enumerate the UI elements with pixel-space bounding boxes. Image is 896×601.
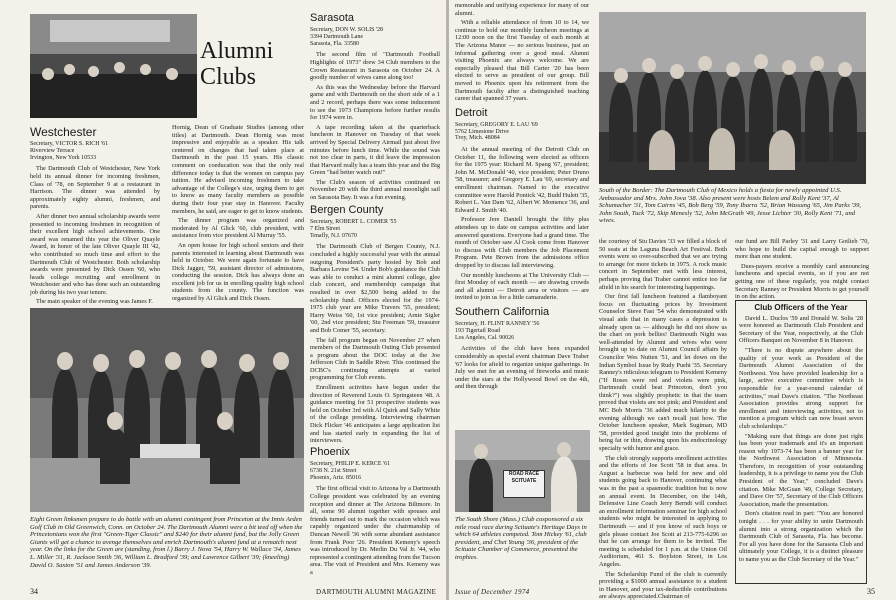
right-page [449, 0, 896, 600]
right-column-3 [735, 238, 869, 301]
golf-team-photo [30, 308, 304, 512]
road-race-photo [455, 430, 590, 512]
detroit-address-1: 5762 Limestone Drive [455, 128, 509, 135]
socal-paragraph: The club strongly supports enrollment activities and the efforts of Joe Scott '58 in that area. In August a barbecue was held for new and old students going back to Hanover, continuing what was in the past a spasmodic tradition but is now an annual event. In December, on the 14th, Defensive Line Coach Jerry Berndt will conduct an enrollment information seminar for high school students who might be interested in applying to Dartmouth — and if you know of such boys or girls please contact Joe Scott at 213-775-6296 so that he can arrange for them to be invited. The meeting is scheduled for 1 p.m. at the Union Oil Auditorium, 461 S. Boylston Street, in Los Angeles. [599, 454, 727, 568]
road-race-sign [503, 470, 545, 498]
magazine-name: DARTMOUTH ALUMNI MAGAZINE [316, 588, 437, 596]
phoenix-address-2: Phoenix, Ariz. 85016 [310, 474, 361, 481]
right-column-1 [455, 2, 589, 391]
right-page-number: 35 [867, 587, 875, 596]
sign-line-1: ROAD RACE [508, 471, 540, 477]
detroit-paragraph: At the annual meeting of the Detroit Club on October 11, the following were elected as officers for the 1975 year: Richard M. Spang '67, president; John M. McDonald '40, vice president; Peter Druno '58, treasurer; and Gregory E. Lau '69, secretary and enrollment chairman. Named to the executive committee were Harold Pontick '42, Budd Hulett '35, Robert L. Van Dam '62, Albert W. Momence '36, and Edward J. Smith '40. [455, 146, 589, 214]
westchester-paragraph: The main speaker of the evening was James F. [36, 298, 153, 306]
sign-line-2: SCITUATE [511, 478, 537, 484]
westchester-secretary: Secretary, VICTOR S. RICH '61 [30, 141, 109, 147]
westchester-heading: Westchester [30, 125, 97, 139]
socal-address-1: 193 Tigertail Road [455, 327, 501, 334]
left-page [0, 0, 447, 600]
westchester-address-1: Riverview Terrace [30, 147, 75, 154]
left-page-number: 34 [30, 587, 38, 596]
detroit-paragraph: Our monthly luncheons at The University Club — first Monday of each month — are drawing crowds and all alumni — Detroit area or visitors — are invited to join us for a little camaraderie. [455, 271, 589, 302]
westchester-paragraph: The Dartmouth Club of Westchester, New York held its annual dinner for incoming freshmen, Class of '78, on September 9 at a restaurant in Harrison. The dinner was attended by approximately eighty alumni, freshmen, and parents. [30, 165, 160, 211]
bergen-address-1: 7 Elm Street [310, 225, 340, 232]
sarasota-address-1: 3394 Dartmouth Lane [310, 33, 363, 40]
sarasota-paragraph: The second film of "Dartmouth Football Highlights of 1973" drew 34 Club members to the Crown Restaurant in Sarasota on October 24. A goodly number of wives came along too! [310, 51, 440, 82]
mexico-caption: South of the Border: The Dartmouth Club of Mexico holds a fiesta for newly appointed U.S. Ambassador and Mrs. John Jova '38. Also present were hosts Belem and Rolly Kent '37, Al Schumacher '31, Tom Cairns '45, Bob Berg '59, Tony Ibarra '52, Brian Wassung '65, Jim Parks '39, John South, Tuck '72, Skip Menesly '52, John McGrath '49, Jesse Lichter '30, Rolly Kent '71, and wives. [599, 187, 862, 225]
westchester-column-2 [172, 124, 304, 303]
socal-paragraph: the courtesy of Stu Davies '33 we filled a block of 50 seats at the Laguna Beach Art Festival. Both events were so over-subscribed that we are trying to arrange for more tickets in 1975. A rock music concert in September met with less interest, perhaps proving that Traber cannot entice too far afield in his search for interesting happenings. [599, 238, 727, 291]
detroit-heading: Detroit [455, 106, 488, 119]
detroit-address-2: Troy, Mich. 48084 [455, 135, 500, 142]
bergen-paragraph: Enrollment activities have begun under the direction of Reverend Louis O. Springsteen '48. A guidance meeting for 51 prospective students was held on October 3rd with Al Quirk and Sally White of the college presiding. Interviewing chairman Dick Flicker '46 anticipates a large application list and has started early in expanding the list of interviewers. [310, 384, 440, 445]
sarasota-paragraph: The Club's season of activities continued on November 20 with the third annual moonlight sail on Sarasota Bay. It was a fun evening. [310, 178, 440, 202]
sarasota-paragraph: As this was the Wednesday before the Harvard game and with Dartmouth on the short side of a 1 and 2 record, perhaps there was some inducement to see the 1973 Champions before further results for 1974 were in. [310, 83, 440, 122]
bergen-secretary: Secretary, ROBERT L. COMER '55 [310, 219, 397, 225]
bergen-paragraph: The Dartmouth Club of Bergen County, N.J. concluded a highly successful year with the annual outgoing President's party hosted by Bob and Barbara Levine '54. Under Bob's guidance the Club was able to conduct a mini alumni college, glee club concert, and membership campaign that resulted in over $2,500 being added to the scholarship fund. Officers elected for the 1974-1975 club year are Mike Travers '55, president; Harry Weiss '60, 1st vice president; Arnie Sigler '60, 2nd vice president; Stu Freeman '59, treasurer and Bob Comer '55, secretary. [310, 243, 440, 334]
westchester-paragraph: Hornig, Dean of Graduate Studies (among other titles) at Dartmouth. Dean Hornig was most impressive and enjoyable as a speaker. His talk centered on changes that had taken place at Dartmouth in the past 15 years. His classic comment on coeducation was that the only real difference today is that the women on campus pay tuition. He advised incoming freshmen to take advantage of the College's size, urging them to get to know as many faculty members as possible during their four year stay in Hanover. Faculty members, he said, are eager to get to know students. [172, 124, 304, 215]
officers-paragraph: David L. Duclos '59 and Donald W. Solis '28 were honored as Dartmouth Club President and Secretary of the Year, respectively, at the Club Officers Banquet on November 8 in Hanover. [739, 314, 863, 345]
detroit-secretary: Secretary, GREGORY E. LAU '69 [455, 121, 538, 128]
phoenix-heading: Phoenix [310, 446, 350, 458]
right-column-2 [599, 238, 727, 601]
officers-paragraph: "Making sure that things are done just right has been your trademark and it's an important reason why 1973-74 has been a banner year for the Northwest Association of Minnesota. Therefore, in recognition of your outstanding leadership, it is a privilege to name you the Club President of the Year," concluded Dave's citation. Mike McGuan '49, College Secretary, and Dave Orr '57, Secretary of the Club Officers Association, made the presentation. [739, 432, 863, 508]
club-officers-title: Club Officers of the Year [754, 303, 848, 312]
socal-paragraph: The Scholarship Fund of the club is currently providing a $1000 annual assistance to a student in Hanover, and your tax-deductible contributions are always appreciated.Chairman of [599, 570, 727, 601]
socal-paragraph: Activities of the club have been expanded considerably as special event chairman Dave Traber '67 looks for afield to organize unique gatherings. In July we met for an evening of fireworks and music under the stars at the Hollywood Bowl on the 4th, and then through [455, 345, 589, 391]
sarasota-address-2: Sarasota, Fla. 33580 [310, 40, 359, 47]
bergen-column [310, 202, 440, 445]
sarasota-paragraph: A tape recording taken at the quarterback luncheon in Hanover on Tuesday of that week arrived by Special Delivery Airmail just about five minutes before lunch time. While the sound was not too clear in parts, it did leave the impression that Harvard really has a team this year and the Big Green "had better watch out!" [310, 123, 440, 177]
sarasota-heading: Sarasota [310, 12, 355, 24]
alumni-clubs-header-photo [30, 14, 197, 118]
bergen-heading: Bergen County [310, 204, 384, 216]
officers-paragraph: Don's citation read in part: "You are honored tonight . . . for your ability to unite Dartmouth alumni into a strong organization which the Dartmouth Club of Sarasota, Fla. has become. For all you have done for the Sarasota Club and ultimately your College, it is a distinct pleasure to name you as the Club Secretary of the Year." [739, 510, 863, 563]
socal-paragraph: Our first fall luncheon featured a flamboyant focus on fluctuating prices by Investment Counselor Steve Fast '54 who demonstrated with visual aids that in many cases a depression is already upon us — although he did not show us the chart on pork bellies! Dartmouth Night was well-attended by Alumni and wives who were brought up to date on Alumni Council affairs by Councilor Wes Nutten '51, and let down on the Indian Symbol Issue by Rudy Pueht '35. Secretary Ranney's ridiculous telegram to President Kemeny ("If Roses were red and violets were pink, Dartmouth could beat Princeton, don't you think?") was slightly prophetic in that the team proved that violets are not pink; and President and MC Bob Morris '36 added much hilarity to the evening although we can't recall just how. The October luncheon speaker, Mark Sugiman, MD '58, provided good insight into the problems of being fat or thin, drawing upon his endocrinology specialty with humor and grace. [599, 293, 727, 453]
phoenix-column [310, 444, 440, 584]
socal-address-2: Los Angeles, Cal. 90026 [455, 334, 515, 341]
issue-date: Issue of December 1974 [455, 588, 530, 596]
club-officers-box [735, 300, 867, 584]
bergen-paragraph: The fall program began on November 27 when members of the Dartmouth Outing Club presented a program about the DOC today at the Joe Jefferson Club in Saddle River. This continued the DCBC's continuing attempts at varied programming for Club events. [310, 336, 440, 382]
bergen-address-2: Tenafly, N.J. 07670 [310, 232, 358, 239]
westchester-paragraph: After dinner two annual scholarship awards were presented to incoming freshmen in recognition of their excellent high school achievements. One award was renamed this year the Oliver Quayle Award, in honor of the late Oliver Quayle III '42, who contributed so much time and effort to the Dartmouth Club of Westchester. Both scholarship awards were presented by Dick Ossen '60, who heads college recruiting and enrollment in Westchester and who has done such an outstanding job during his two year tenure. [30, 212, 160, 296]
sarasota-secretary: Secretary, DON W. SOLIS '28 [310, 27, 384, 33]
phoenix-address-1: 6738 N. 21st Street [310, 467, 357, 474]
westchester-paragraph: The dinner program was organized and moderated by Al Glick '60, club president, with assistance from vice president Al Murray '55. [172, 217, 304, 240]
phoenix-paragraph: The first official visit to Arizona by a Dartmouth College president was celebrated by an evening reception and dinner at The Arizona Biltmore. In all, some 90 alumni together with spouses and friends turned out to mark the occasion which was capably organized under the chairmanship of Duncan Newell '36 with some abundant assistance from Frank Poor '26. President Kemeny's speech was introduced by Dr. Merlin Du Val Jr. '44, who represented a contingent attending from the Tucson area. The visit of President and Mrs. Kemeny was a [310, 485, 440, 576]
socal-heading: Southern California [455, 305, 550, 318]
westchester-column-1 [30, 124, 160, 306]
officers-paragraph: "There is no dispute anywhere about the quality of your work as President of the Dartmouth Alumni Association of the Northwest. You have provided leadership for a large, active executive committee which is responsible for a year-round calendar of activities," read Dave's citation. "The Northeast Association provides strong support for enrollment and interviewing activities, not to mention a program which can now boast seven club scholarships." [739, 346, 863, 430]
westchester-address-2: Irvington, New York 10533 [30, 154, 97, 161]
westchester-paragraph: An open house for high school seniors and their parents interested in learning about Dartmouth was held in October. We were again fortunate to have Dick Jagger, '59, assistant director of admissions, conducting the session. Dick has always done an excellent job for us in enrolling quality high school students from the county. The function was organized by Al Glick and Dick Ossen. [172, 241, 304, 303]
phoenix-paragraph: memorable and unifying experience for many of our alumni. [455, 2, 589, 17]
detroit-paragraph: Professor Jere Daniell brought the fifty plus attendees up to date on campus activities and later answered questions. Everyone had a grand time. The month of October saw Al Cook come from Hanover to discuss with Club members the Job Placement Program. Pete Brown from the admissions office dropped by to discuss fall interviewing. [455, 216, 589, 270]
phoenix-secretary: Secretary, PHILIP E. KERCE '61 [310, 461, 391, 467]
socal-paragraph: Dues-payers receive a monthly card announcing luncheons and special events, so if you are not getting one of these regularly, you might contact Secretary Ranney or President Morris to get yourself in on the action. [735, 262, 869, 301]
section-title: Alumni Clubs [200, 38, 274, 90]
mexico-club-photo [599, 12, 866, 184]
socal-paragraph: our fund are Bill Parley '31 and Larry Gotlieb '70, who hope to build the capital enough to support more than one student. [735, 238, 869, 261]
socal-secretary: Secretary, H. FLINT RANNEY '56 [455, 320, 540, 327]
phoenix-paragraph: With a reliable attendance of from 10 to 14, we continue to hold our monthly luncheon meetings at 12:00 noon on the first Tuesday of each month at The Arizona Manor — no serious business, just an informal gathering over a good meal. Alumni visiting Phoenix are always welcome. We are especially pleased that Bill Carter '20 has been elected to serve as president of our group. Bill moved to Phoenix upon his retirement from the Dartmouth faculty after a distinguished teaching career that spanned 37 years. [455, 19, 589, 103]
south-shore-caption: The South Shore (Mass.) Club cosponsored a six mile road race during Scituate's Heritage Days in which 64 athletes competed. Tom Hickey '61, club president, and Chet Young '36, president of the Scituate Chamber of Commerce, presented the trophies. [455, 516, 587, 561]
sarasota-column [310, 10, 440, 200]
golf-photo-caption: Eight Green linksmen prepare to do battle with an alumni contingent from Princeton at the Innis Arden Golf Club in Old Greenwich, Conn. on October 24. The Dartmouth Alumni were a bit teed off when the Princetonians won the first "Green-Tiger Classic" and $240 for their alumni fund, but the Jolly Green Giants will get a chance to avenge themselves and enrich Dartmouth's alumni fund at a rematch next year. On the links for the Green are (standing, from l.) Barry J. Nova '54, Harry W. Wallace '34, James L. Miller '31, R. Jackson Smith '36, William L. Bradford '39; and Lawrence Gilbert '39; (kneeling) David O. Saxton '51 and James Anderson '39. [30, 516, 303, 569]
